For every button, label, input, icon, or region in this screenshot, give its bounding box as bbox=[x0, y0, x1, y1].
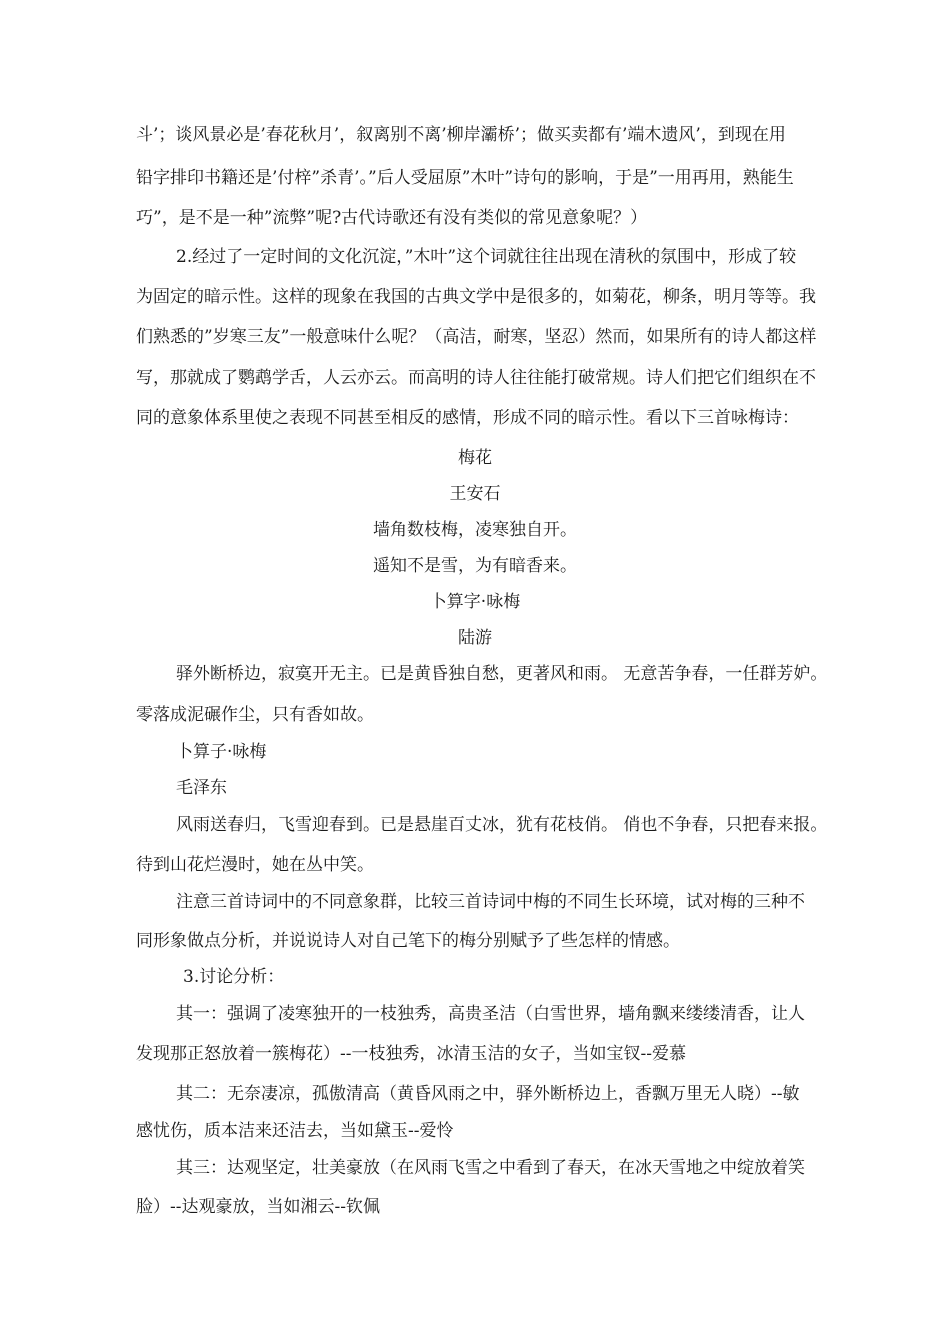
paragraph-line: 巧”，是不是一种”流弊”呢?古代诗歌还有没有类似的常见意象呢？） bbox=[136, 208, 648, 228]
section-heading: 3.讨论分析： bbox=[183, 967, 285, 987]
analysis-line: 其二：无奈凄凉，孤傲清高（黄昏风雨之中，驿外断桥边上，香飘万里无人晓）--敏 bbox=[176, 1084, 800, 1104]
paragraph-line: 们熟悉的”岁寒三友”一般意味什么呢？（高洁，耐寒，坚忍）然而，如果所有的诗人都这样 bbox=[136, 327, 817, 347]
poem-author: 王安石 bbox=[449, 484, 501, 504]
paragraph-line: 写，那就成了鹦鹉学舌，人云亦云。而高明的诗人往往能打破常规。诗人们把它们组织在不 bbox=[136, 368, 816, 388]
poem-line: 零落成泥碾作尘，只有香如故。 bbox=[136, 705, 374, 725]
poem-line: 驿外断桥边，寂寞开无主。已是黄昏独自愁，更著风和雨。 无意苦争春，一任群芳妒。 bbox=[176, 664, 828, 684]
poem-author: 毛泽东 bbox=[176, 778, 227, 798]
poem-line: 风雨送春归，飞雪迎春到。已是悬崖百丈冰，犹有花枝俏。 俏也不争春，只把春来报。 bbox=[176, 815, 828, 835]
analysis-line: 脸）--达观豪放，当如湘云--钦佩 bbox=[136, 1197, 380, 1217]
analysis-line: 其三：达观坚定，壮美豪放（在风雨飞雪之中看到了春天，在冰天雪地之中绽放着笑 bbox=[176, 1158, 805, 1178]
poem-title: 卜算字·咏梅 bbox=[429, 592, 521, 612]
paragraph-line: 斗’；谈风景必是’春花秋月’，叙离别不离’柳岸灞桥’；做买卖都有’端木遗风’，到现在用 bbox=[136, 125, 786, 145]
paragraph-line: 同形象做点分析，并说说诗人对自己笔下的梅分别赋予了些怎样的情感。 bbox=[136, 931, 680, 951]
poem-line: 待到山花烂漫时，她在丛中笑。 bbox=[136, 855, 374, 875]
poem-line: 遥知不是雪，为有暗香来。 bbox=[373, 556, 577, 576]
poem-title: 梅花 bbox=[458, 448, 492, 468]
paragraph-line: 2.经过了一定时间的文化沉淀，”木叶”这个词就往往出现在清秋的氛围中，形成了较 bbox=[176, 247, 797, 267]
poem-author: 陆游 bbox=[458, 628, 492, 648]
analysis-line: 感忧伤，质本洁来还洁去，当如黛玉--爱怜 bbox=[136, 1121, 454, 1141]
poem-title: 卜算子·咏梅 bbox=[176, 742, 267, 762]
analysis-line: 其一：强调了凌寒独开的一枝独秀，高贵圣洁（白雪世界，墙角飘来缕缕清香，让人 bbox=[176, 1004, 805, 1024]
analysis-line: 发现那正怒放着一簇梅花）--一枝独秀，冰清玉洁的女子，当如宝钗--爱慕 bbox=[136, 1044, 686, 1064]
paragraph-line: 铅字排印书籍还是’付梓”杀青’。”后人受屈原”木叶”诗句的影响，于是”一用再用，熟能生 bbox=[136, 168, 794, 188]
poem-line: 墙角数枝梅，凌寒独自开。 bbox=[373, 520, 577, 540]
paragraph-line: 注意三首诗词中的不同意象群，比较三首诗词中梅的不同生长环境，试对梅的三种不 bbox=[176, 892, 805, 912]
paragraph-line: 为固定的暗示性。这样的现象在我国的古典文学中是很多的，如菊花，柳条，明月等等。我 bbox=[136, 287, 816, 307]
paragraph-line: 同的意象体系里使之表现不同甚至相反的感情，形成不同的暗示性。看以下三首咏梅诗： bbox=[136, 408, 799, 428]
